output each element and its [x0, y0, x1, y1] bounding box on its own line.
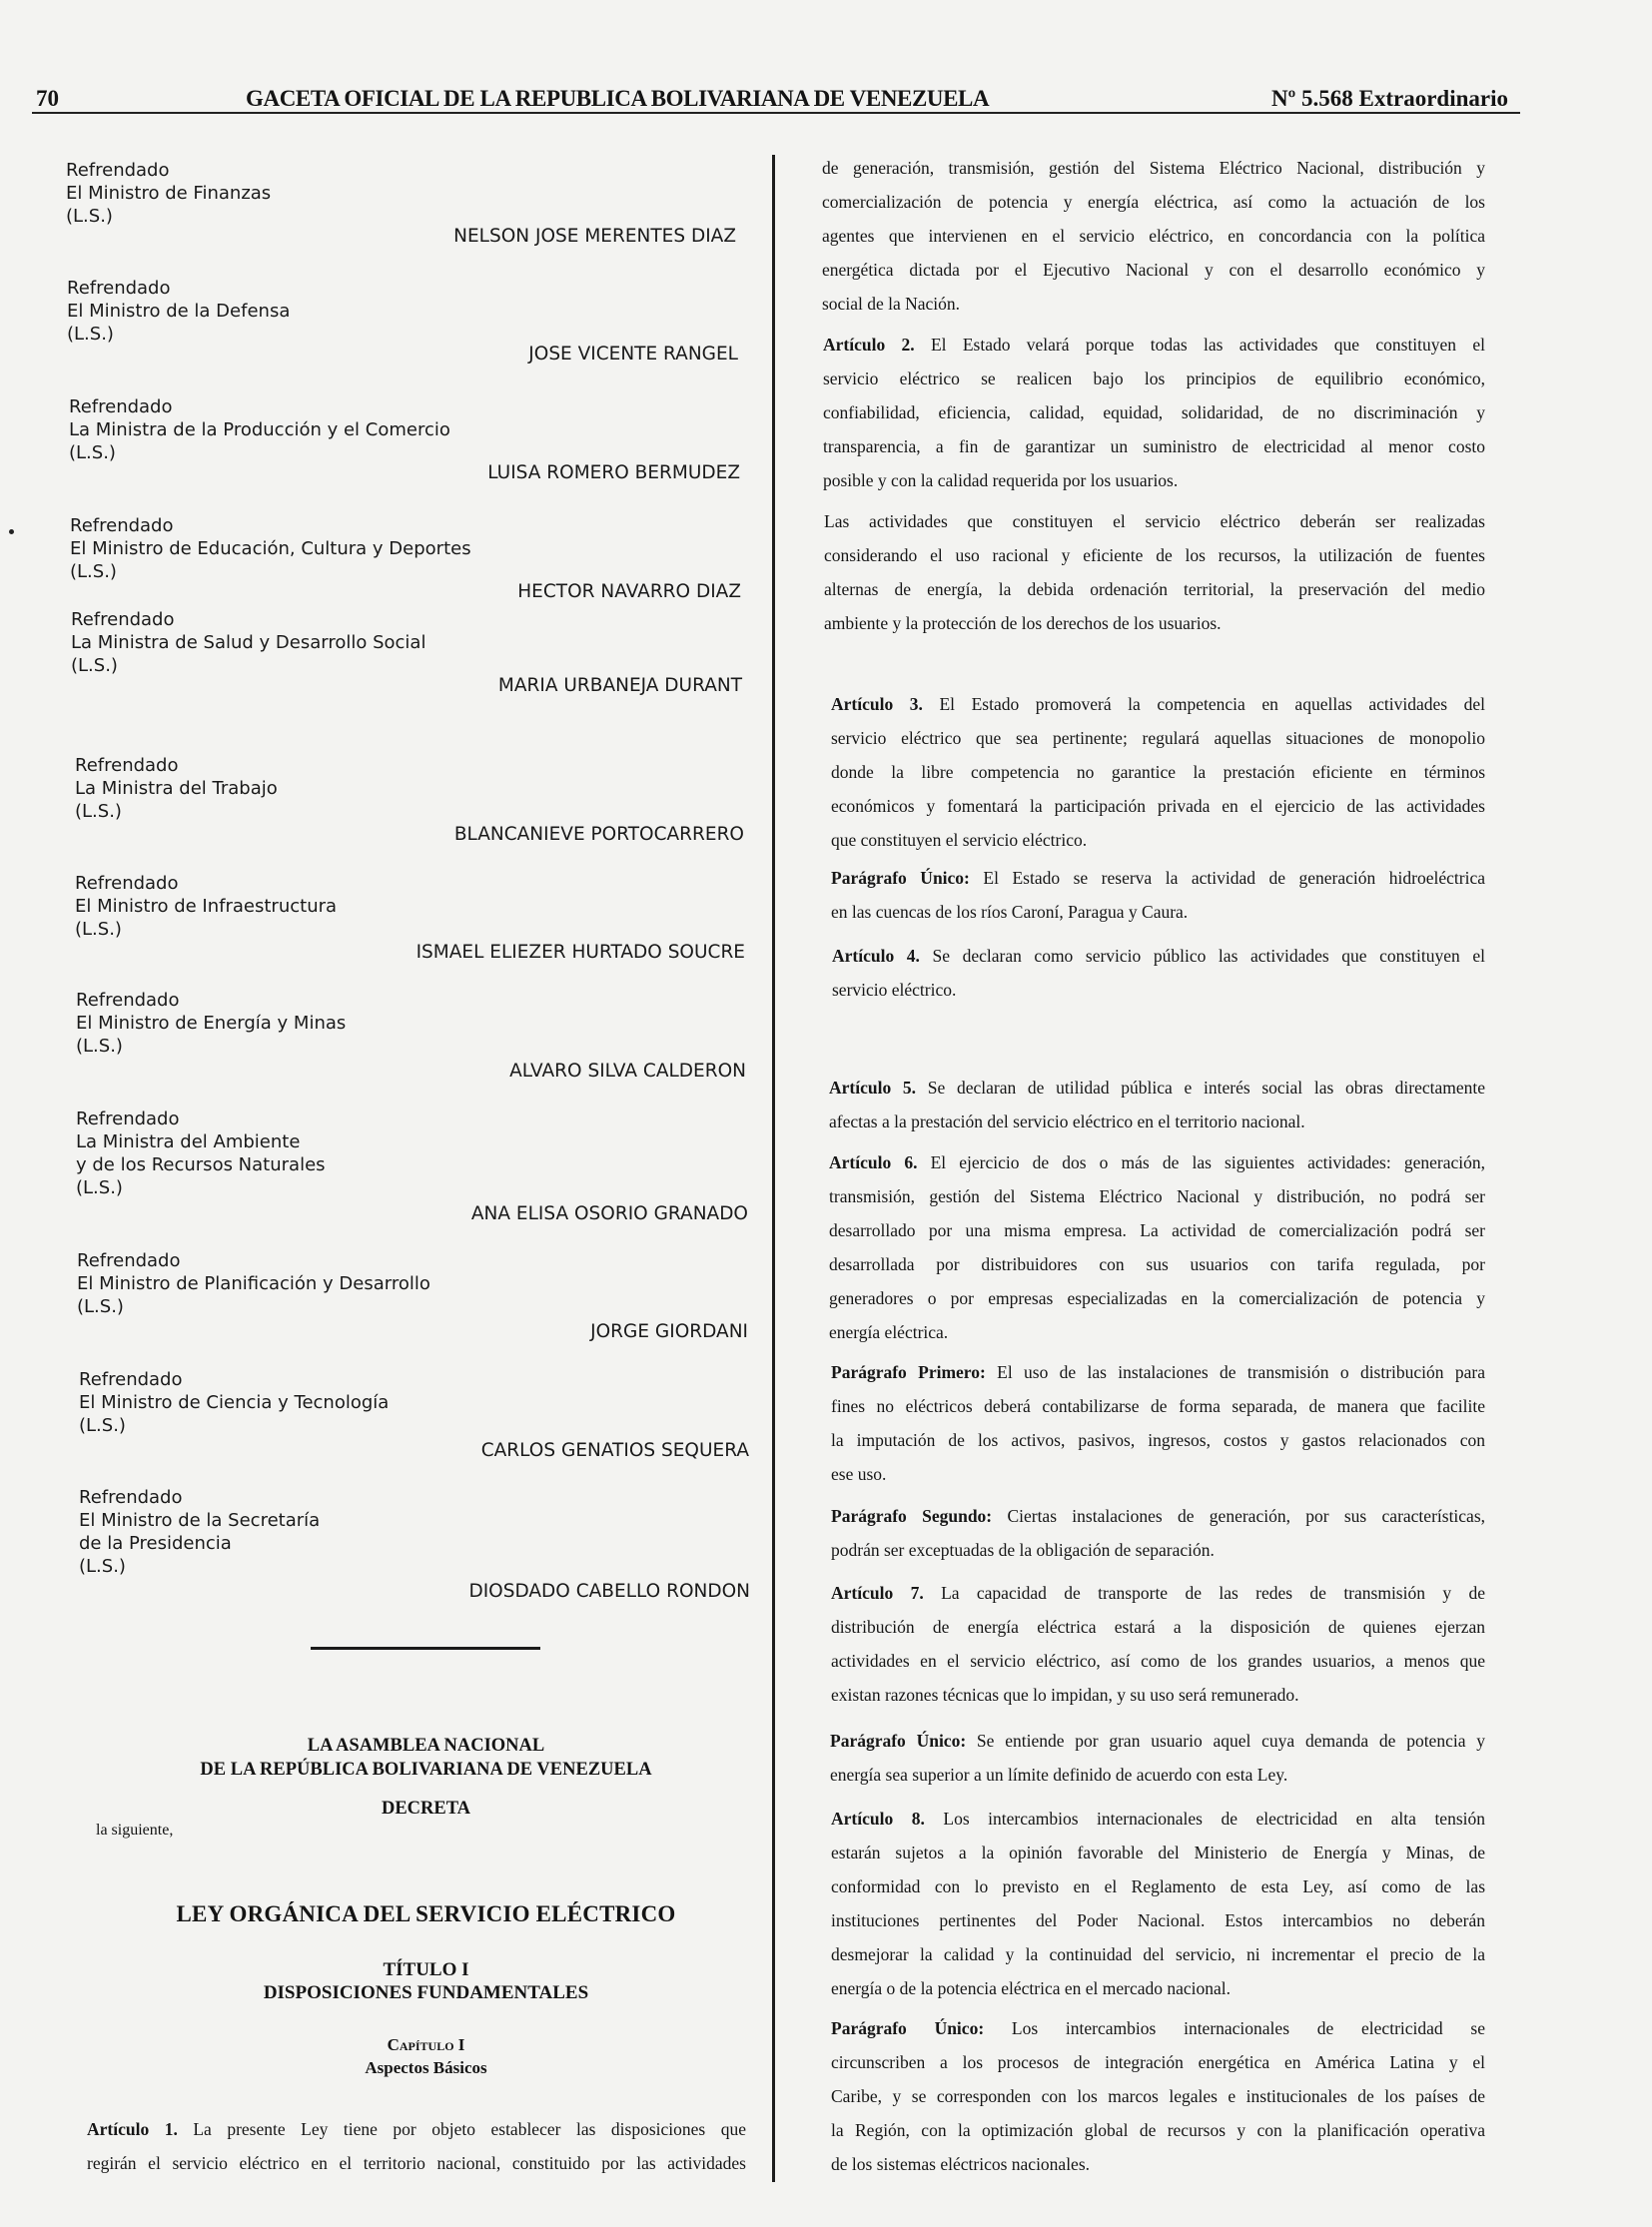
- article-paragraph: [829, 1071, 1485, 1138]
- article-line: ambiente y la protección de los derechos de los usuarios.: [824, 613, 1222, 633]
- article-text: Ciertas instalaciones de generación, por sus características,: [992, 1506, 1486, 1526]
- minister-name: ANA ELISA OSORIO GRANADO: [470, 1203, 748, 1224]
- refrendado-label: Refrendado: [76, 990, 180, 1011]
- article-paragraph: [831, 1802, 1485, 2005]
- article-paragraph: [829, 1145, 1485, 1349]
- signature-line: La Ministra del Ambiente: [76, 1131, 301, 1152]
- signature-line: y de los Recursos Naturales: [76, 1154, 326, 1175]
- article-label: Artículo 1.: [87, 2119, 178, 2139]
- article-line: podrán ser exceptuadas de la obligación de separación.: [831, 1540, 1215, 1560]
- article-line: de los sistemas eléctricos nacionales.: [831, 2154, 1091, 2174]
- article-paragraph: [831, 1576, 1485, 1712]
- article-line: existan razones técnicas que lo impidan, y su uso será remunerado.: [831, 1685, 1299, 1705]
- article-text: Los intercambios internacionales de electricidad en alta tensión: [924, 1809, 1485, 1829]
- signature-block: [67, 277, 290, 346]
- article-label: Parágrafo Segundo:: [831, 1506, 993, 1526]
- article-line: de generación, transmisión, gestión del Sistema Eléctrico Nacional, distribución y: [822, 158, 1485, 178]
- article-line: [831, 687, 1485, 721]
- article-line: regirán el servicio eléctrico en el territorio nacional, constituido por las actividades: [87, 2153, 746, 2173]
- law-title: LEY ORGÁNICA DEL SERVICIO ELÉCTRICO: [176, 1901, 676, 1926]
- signature-block: [76, 989, 346, 1058]
- refrendado-label: Refrendado: [76, 1109, 180, 1129]
- article-label: Artículo 5.: [829, 1078, 917, 1098]
- article-label: Artículo 8.: [831, 1809, 925, 1829]
- gazette-title: GACETA OFICIAL DE LA REPUBLICA BOLIVARIANA DE VENEZUELA: [246, 86, 990, 111]
- article-line: afectas a la prestación del servicio eléctrico en el territorio nacional.: [829, 1112, 1305, 1131]
- article-line: conformidad con lo previsto en el Reglamento de esta Ley, así como de las: [831, 1876, 1485, 1896]
- article-line: energía sea superior a un límite definido de acuerdo con esta Ley.: [830, 1765, 1288, 1785]
- article-line: servicio eléctrico.: [832, 980, 957, 1000]
- refrendado-label: Refrendado: [67, 278, 171, 299]
- article-label: Parágrafo Único:: [831, 868, 970, 888]
- article-line: económicos y fomentará la participación privada en el ejercicio de las actividades: [831, 796, 1485, 816]
- signature-line: El Ministro de la Secretaría: [79, 1510, 321, 1531]
- refrendado-label: Refrendado: [66, 160, 170, 181]
- article-paragraph: [824, 504, 1485, 640]
- article-paragraph: [831, 861, 1485, 929]
- signature-line: (L.S.): [75, 919, 122, 940]
- refrendado-label: Refrendado: [70, 515, 174, 536]
- signature-line: (L.S.): [69, 442, 116, 463]
- signature-line: El Ministro de Educación, Cultura y Deportes: [70, 538, 471, 559]
- article-text: Se entiende por gran usuario aquel cuya demanda de potencia y: [966, 1731, 1485, 1751]
- article-line: [830, 1724, 1485, 1758]
- article-label: Artículo 4.: [832, 946, 920, 966]
- article-text: Los intercambios internacionales de electricidad se: [984, 2018, 1485, 2038]
- titulo-heading: TÍTULO I: [383, 1959, 469, 1980]
- minister-name: DIOSDADO CABELLO RONDON: [468, 1581, 750, 1602]
- signature-block: [66, 159, 271, 228]
- article-line: [831, 1355, 1485, 1389]
- article-label: Artículo 7.: [831, 1583, 924, 1603]
- article-line: que constituyen el servicio eléctrico.: [831, 830, 1088, 850]
- article-label: Artículo 3.: [831, 694, 923, 714]
- article-line: la Región, con la optimización global de recursos y con la planificación operativa: [831, 2120, 1485, 2140]
- decreta-heading: DECRETA: [381, 1799, 471, 1819]
- article-text: El Estado promoverá la competencia en aquellas actividades del: [922, 694, 1485, 714]
- signature-line: (L.S.): [79, 1415, 126, 1436]
- article-line: energía o de la potencia eléctrica en el mercado nacional.: [831, 1978, 1232, 1998]
- article-line: energética dictada por el Ejecutivo Nacional y con el desarrollo económico y: [822, 260, 1485, 280]
- article-label: Artículo 2.: [823, 335, 915, 355]
- refrendado-label: Refrendado: [79, 1487, 183, 1508]
- article-line: generadores o por empresas especializadas en la comercialización de potencia y: [829, 1288, 1485, 1308]
- article-line: Las actividades que constituyen el servicio eléctrico deberán ser realizadas: [824, 511, 1485, 531]
- article-line: circunscriben a los procesos de integración energética en América Latina y el: [831, 2052, 1485, 2072]
- article-line: transparencia, a fin de garantizar un suministro de electricidad al menor costo: [823, 436, 1485, 456]
- signature-line: de la Presidencia: [79, 1533, 232, 1554]
- article-text: Se declaran como servicio público las actividades que constituyen el: [919, 946, 1485, 966]
- refrendado-label: Refrendado: [75, 873, 179, 894]
- siguiente-text: la siguiente,: [96, 1822, 174, 1839]
- article-line: estarán sujetos a la opinión favorable del Ministerio de Energía y Minas, de: [831, 1843, 1485, 1862]
- minister-name: LUISA ROMERO BERMUDEZ: [487, 462, 740, 483]
- refrendado-label: Refrendado: [71, 609, 175, 630]
- signature-line: (L.S.): [71, 655, 118, 676]
- signature-block: [75, 872, 337, 941]
- issue-number: Nº 5.568 Extraordinario: [1271, 86, 1508, 111]
- article-paragraph: [831, 1499, 1485, 1567]
- signature-block: [69, 395, 450, 464]
- article-paragraph: [831, 2011, 1485, 2181]
- signature-line: (L.S.): [79, 1556, 126, 1577]
- article-line: [831, 1802, 1485, 1836]
- article-line: [831, 2011, 1485, 2045]
- signature-line: (L.S.): [76, 1177, 123, 1198]
- article-label: Parágrafo Primero:: [831, 1362, 986, 1382]
- article-line: desarrollado por una misma empresa. La actividad de comercialización podrá ser: [829, 1220, 1485, 1240]
- minister-name: MARIA URBANEJA DURANT: [497, 675, 742, 696]
- signature-block: [76, 1108, 326, 1199]
- signature-line: (L.S.): [75, 801, 122, 822]
- article-line: [829, 1145, 1485, 1179]
- signature-line: El Ministro de la Defensa: [67, 301, 291, 322]
- signature-line: La Ministra de Salud y Desarrollo Social: [71, 632, 426, 653]
- article-line: posible y con la calidad requerida por los usuarios.: [823, 470, 1179, 490]
- minister-name: BLANCANIEVE PORTOCARRERO: [453, 824, 744, 845]
- titulo-subheading: DISPOSICIONES FUNDAMENTALES: [263, 1982, 589, 2003]
- article-label: Artículo 6.: [829, 1152, 918, 1172]
- article-line: alternas de energía, la debida ordenación territorial, la preservación del medio: [824, 579, 1485, 599]
- article-line: Caribe, y se corresponden con los marcos legales e institucionales de los países de: [831, 2086, 1485, 2106]
- article-line: [831, 1576, 1485, 1610]
- minister-name: NELSON JOSE MERENTES DIAZ: [453, 226, 736, 247]
- minister-name: CARLOS GENATIOS SEQUERA: [480, 1440, 749, 1461]
- signature-block: [77, 1249, 430, 1318]
- signature-line: (L.S.): [77, 1296, 124, 1317]
- minister-name: JORGE GIORDANI: [590, 1321, 748, 1342]
- refrendado-label: Refrendado: [75, 755, 179, 776]
- signature-line: La Ministra de la Producción y el Comercio: [69, 419, 450, 440]
- article-paragraph: [822, 151, 1485, 321]
- article-line: [832, 939, 1485, 973]
- article-line: en las cuencas de los ríos Caroní, Paragua y Caura.: [831, 902, 1189, 922]
- assembly-line-2: DE LA REPÚBLICA BOLIVARIANA DE VENEZUELA: [200, 1760, 652, 1780]
- article-label: Parágrafo Único:: [830, 1731, 967, 1751]
- signature-line: (L.S.): [67, 324, 114, 345]
- article-line: [831, 861, 1485, 895]
- article-line: servicio eléctrico que sea pertinente; regulará aquellas situaciones de monopolio: [831, 728, 1485, 748]
- minister-name: HECTOR NAVARRO DIAZ: [517, 581, 741, 602]
- assembly-line-1: LA ASAMBLEA NACIONAL: [307, 1736, 545, 1756]
- signature-line: (L.S.): [76, 1036, 123, 1057]
- capitulo-subheading: Aspectos Básicos: [365, 2058, 487, 2077]
- refrendado-label: Refrendado: [79, 1369, 183, 1390]
- article-line: actividades en el servicio eléctrico, así como de los grandes usuarios, a menos que: [831, 1651, 1485, 1671]
- article-line: desmejorar la calidad y la continuidad del servicio, ni incrementar el precio de la: [831, 1944, 1485, 1964]
- signature-line: El Ministro de Ciencia y Tecnología: [79, 1392, 390, 1413]
- signature-block: [79, 1486, 320, 1578]
- article-line: donde la libre competencia no garantice la prestación eficiente en términos: [831, 762, 1485, 782]
- article-paragraph: [832, 939, 1485, 1007]
- article-line: [823, 328, 1485, 362]
- signature-block: [79, 1368, 389, 1437]
- article-line: distribución de energía eléctrica estará a la disposición de quienes ejerzan: [831, 1617, 1485, 1637]
- refrendado-label: Refrendado: [77, 1250, 181, 1271]
- minister-name: ISMAEL ELIEZER HURTADO SOUCRE: [415, 942, 745, 963]
- signature-line: El Ministro de Planificación y Desarrollo: [77, 1273, 430, 1294]
- signature-line: (L.S.): [70, 561, 117, 582]
- article-line: ese uso.: [831, 1464, 887, 1484]
- article-1-paragraph: [87, 2112, 746, 2180]
- column-divider: [772, 155, 775, 2182]
- article-paragraph: [823, 328, 1485, 497]
- article-line: agentes que intervienen en el servicio eléctrico, en concordancia con la política: [822, 226, 1485, 246]
- capitulo-heading: Capítulo I: [387, 2035, 465, 2054]
- signature-block: [75, 754, 278, 823]
- article-label: Parágrafo Único:: [831, 2018, 985, 2038]
- article-line: desarrollada por distribuidores con sus usuarios con tarifa regulada, por: [829, 1254, 1485, 1274]
- signature-line: El Ministro de Energía y Minas: [76, 1013, 347, 1034]
- article-text: El uso de las instalaciones de transmisión o distribución para: [985, 1362, 1485, 1382]
- article-text: Se declaran de utilidad pública e interés social las obras directamente: [916, 1078, 1485, 1098]
- article-line: social de la Nación.: [822, 294, 961, 314]
- article-line: considerando el uso racional y eficiente de los recursos, la utilización de fuentes: [824, 545, 1485, 565]
- signature-line: (L.S.): [66, 206, 113, 227]
- article-line: [831, 1499, 1485, 1533]
- page-number: 70: [36, 86, 59, 111]
- article-line: transmisión, gestión del Sistema Eléctrico Nacional y distribución, no podrá ser: [829, 1186, 1485, 1206]
- section-divider: [311, 1647, 540, 1650]
- minister-name: JOSE VICENTE RANGEL: [528, 344, 738, 365]
- scan-speck: [9, 529, 14, 534]
- article-line: la imputación de los activos, pasivos, ingresos, costos y gastos relacionados con: [831, 1430, 1485, 1450]
- article-text: El Estado velará porque todas las actividades que constituyen el: [914, 335, 1485, 355]
- article-line: servicio eléctrico se realicen bajo los principios de equilibrio económico,: [823, 369, 1485, 388]
- article-paragraph: [831, 1355, 1485, 1491]
- article-line: confiabilidad, eficiencia, calidad, equidad, solidaridad, de no discriminación y: [823, 402, 1485, 422]
- article-text: El Estado se reserva la actividad de generación hidroeléctrica: [969, 868, 1485, 888]
- article-line: instituciones pertinentes del Poder Nacional. Estos intercambios no deberán: [831, 1910, 1485, 1930]
- article-text: El ejercicio de dos o más de las siguientes actividades: generación,: [917, 1152, 1485, 1172]
- signature-block: [71, 608, 425, 677]
- article-line: [829, 1071, 1485, 1105]
- minister-name: ALVARO SILVA CALDERON: [509, 1061, 746, 1082]
- article-line: La presente Ley tiene por objeto establecer las disposiciones que: [177, 2119, 746, 2139]
- article-line: fines no eléctricos deberá contabilizarse de forma separada, de manera que facilite: [831, 1396, 1485, 1416]
- refrendado-label: Refrendado: [69, 396, 173, 417]
- signature-line: El Ministro de Infraestructura: [75, 896, 338, 917]
- article-line: energía eléctrica.: [829, 1322, 949, 1342]
- article-paragraph: [830, 1724, 1485, 1792]
- signature-block: [70, 514, 471, 583]
- signature-line: La Ministra del Trabajo: [75, 778, 278, 799]
- signature-line: El Ministro de Finanzas: [66, 183, 272, 204]
- article-text: La capacidad de transporte de las redes de transmisión y de: [923, 1583, 1485, 1603]
- page-header: [32, 80, 1520, 114]
- article-line: comercialización de potencia y energía eléctrica, así como la actuación de los: [822, 192, 1485, 212]
- article-paragraph: [831, 687, 1485, 857]
